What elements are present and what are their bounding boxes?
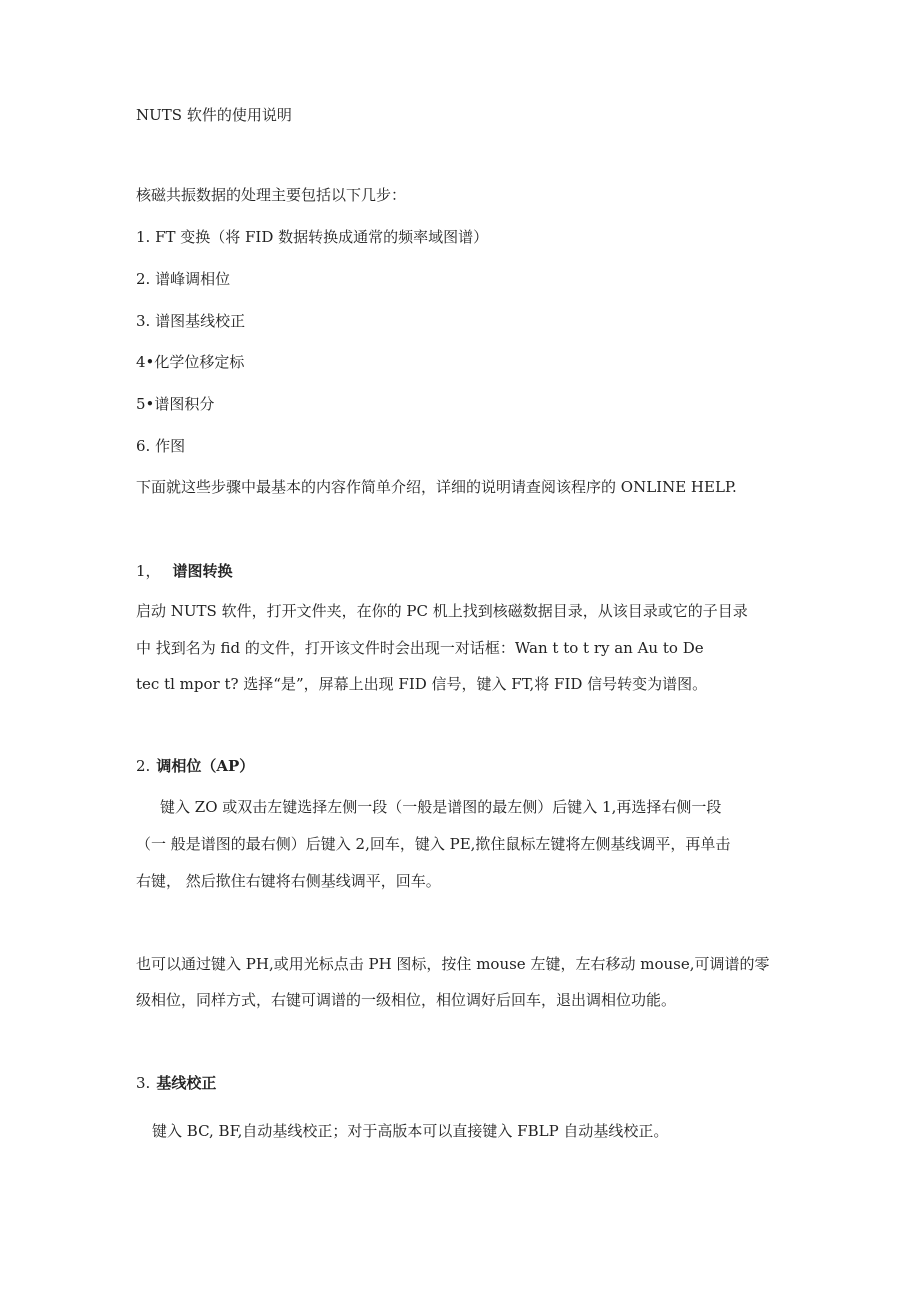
section1-title: 谱图转换	[172, 562, 233, 580]
step-item: 1. FT 变换（将 FID 数据转换成通常的频率域图谱）	[136, 228, 489, 246]
section1-number: 1，	[136, 562, 161, 580]
section2-number: 2.	[136, 757, 151, 775]
section3-title: 基线校正	[156, 1074, 217, 1092]
section2-line: 右键， 然后揿住右键将右侧基线调平，回车。	[136, 872, 441, 890]
section1-line: 中 找到名为 fid 的文件，打开该文件时会出现一对话框：Wan t to t ry an Au to De	[136, 639, 704, 657]
summary-text: 下面就这些步骤中最基本的内容作简单介绍，详细的说明请查阅该程序的 ONLINE HELP.	[136, 478, 737, 496]
section1-heading	[136, 561, 233, 581]
section2-heading	[136, 756, 254, 776]
intro-text: 核磁共振数据的处理主要包括以下几步：	[136, 186, 407, 204]
document-title: NUTS 软件的使用说明	[136, 106, 292, 124]
step-item: 4•化学位移定标	[136, 353, 245, 371]
section3-number: 3.	[136, 1074, 151, 1092]
step-item: 5•谱图积分	[136, 395, 215, 413]
section3-line: 键入 BC, BF,自动基线校正；对于高版本可以直接键入 FBLP 自动基线校正。	[152, 1122, 669, 1140]
step-item: 6. 作图	[136, 437, 186, 455]
step-item: 2. 谱峰调相位	[136, 270, 231, 288]
section2-line: 也可以通过键入 PH,或用光标点击 PH 图标，按住 mouse 左键，左右移动 mouse,可调谱的零	[136, 955, 770, 973]
section3-heading	[136, 1073, 216, 1093]
section1-line: tec tl mpor t? 选择“是”，屏幕上出现 FID 信号，键入 FT,将 FID 信号转变为谱图。	[136, 675, 708, 693]
section2-line: 级相位，同样方式，右键可调谱的一级相位，相位调好后回车，退出调相位功能。	[136, 991, 677, 1009]
section2-title: 调相位（AP）	[156, 757, 255, 775]
section2-line: 键入 ZO 或双击左键选择左侧一段（一般是谱图的最左侧）后键入 1,再选择右侧一段	[160, 798, 722, 816]
section2-line: （一 般是谱图的最右侧）后键入 2,回车，键入 PE,揿住鼠标左键将左侧基线调平，再单击	[136, 835, 731, 853]
section1-line: 启动 NUTS 软件，打开文件夹，在你的 PC 机上找到核磁数据目录，从该目录或它的子目录	[136, 602, 748, 620]
step-item: 3. 谱图基线校正	[136, 312, 246, 330]
